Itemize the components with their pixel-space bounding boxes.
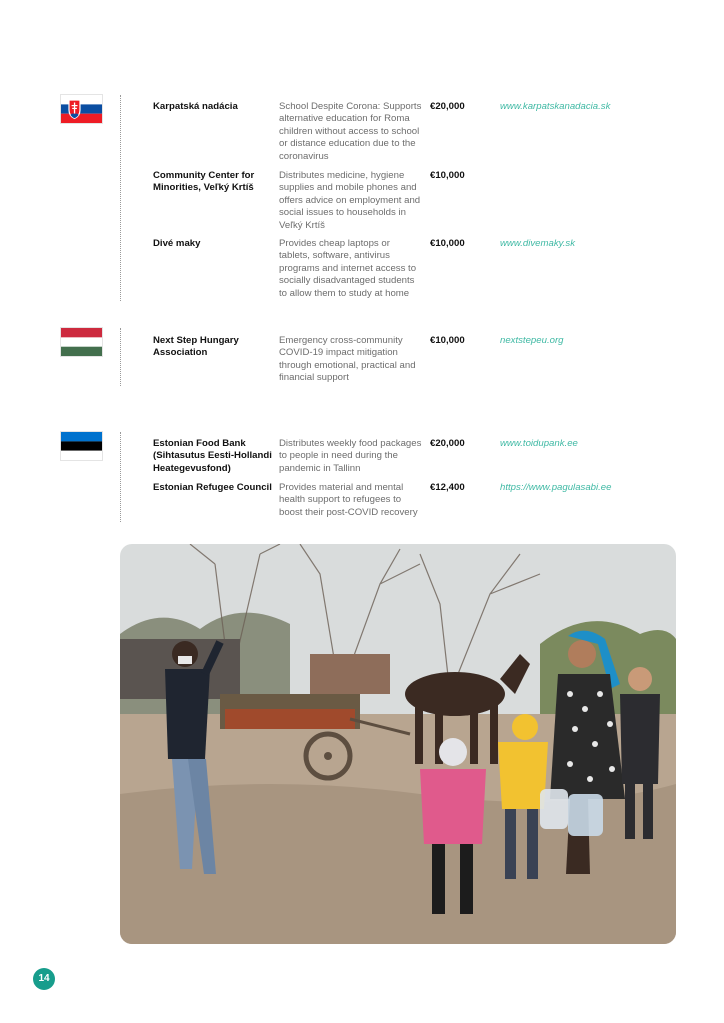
website-link[interactable]: https://www.pagulasabi.ee: [500, 482, 612, 493]
organization-name: Divé maky: [153, 238, 201, 249]
hungary-flag-icon: [61, 328, 102, 356]
grant-amount: €20,000: [430, 101, 465, 112]
village-aid-photo: [120, 544, 676, 944]
grant-amount: €20,000: [430, 438, 465, 449]
grant-amount: €12,400: [430, 482, 465, 493]
project-description: Provides material and mental health support to refugees to boost their post-COVID recovery: [279, 482, 418, 518]
section-divider-line: [120, 328, 121, 386]
slovakia-flag-icon: [61, 95, 102, 123]
grant-amount: €10,000: [430, 238, 465, 249]
section-divider-line: [120, 432, 121, 522]
project-description: School Despite Corona: Supports alternative education for Roma children without access to school or distance education due to the coronavirus: [279, 101, 422, 162]
website-link[interactable]: nextstepeu.org: [500, 335, 564, 346]
page-number-badge: 14: [33, 968, 55, 990]
organization-name: Estonian Refugee Council: [153, 482, 272, 493]
organization-name: Estonian Food Bank (Sihtasutus Eesti-Hollandi Heategevusfond): [153, 438, 272, 474]
grant-amount: €10,000: [430, 335, 465, 346]
grant-amount: €10,000: [430, 170, 465, 181]
website-link[interactable]: www.toidupank.ee: [500, 438, 578, 449]
website-link[interactable]: www.divemaky.sk: [500, 238, 575, 249]
section-divider-line: [120, 95, 121, 301]
project-description: Distributes weekly food packages to people in need during the pandemic in Tallinn: [279, 438, 422, 474]
project-description: Provides cheap laptops or tablets, software, antivirus programs and internet access to socially disadvantaged students to allow them to study at home: [279, 238, 417, 299]
estonia-flag-icon: [61, 432, 102, 460]
organization-name: Karpatská nadácia: [153, 101, 238, 112]
organization-name: Community Center for Minorities, Veľký Krtíš: [153, 170, 255, 194]
website-link[interactable]: www.karpatskanadacia.sk: [500, 101, 611, 112]
organization-name: Next Step Hungary Association: [153, 335, 239, 359]
project-description: Distributes medicine, hygiene supplies and mobile phones and offers advice on employment and social issues to households in Veľký Krtíš: [279, 170, 421, 231]
photo-illustration: [120, 544, 676, 944]
project-description: Emergency cross-community COVID-19 impact mitigation through emotional, practical and financial support: [279, 335, 416, 384]
